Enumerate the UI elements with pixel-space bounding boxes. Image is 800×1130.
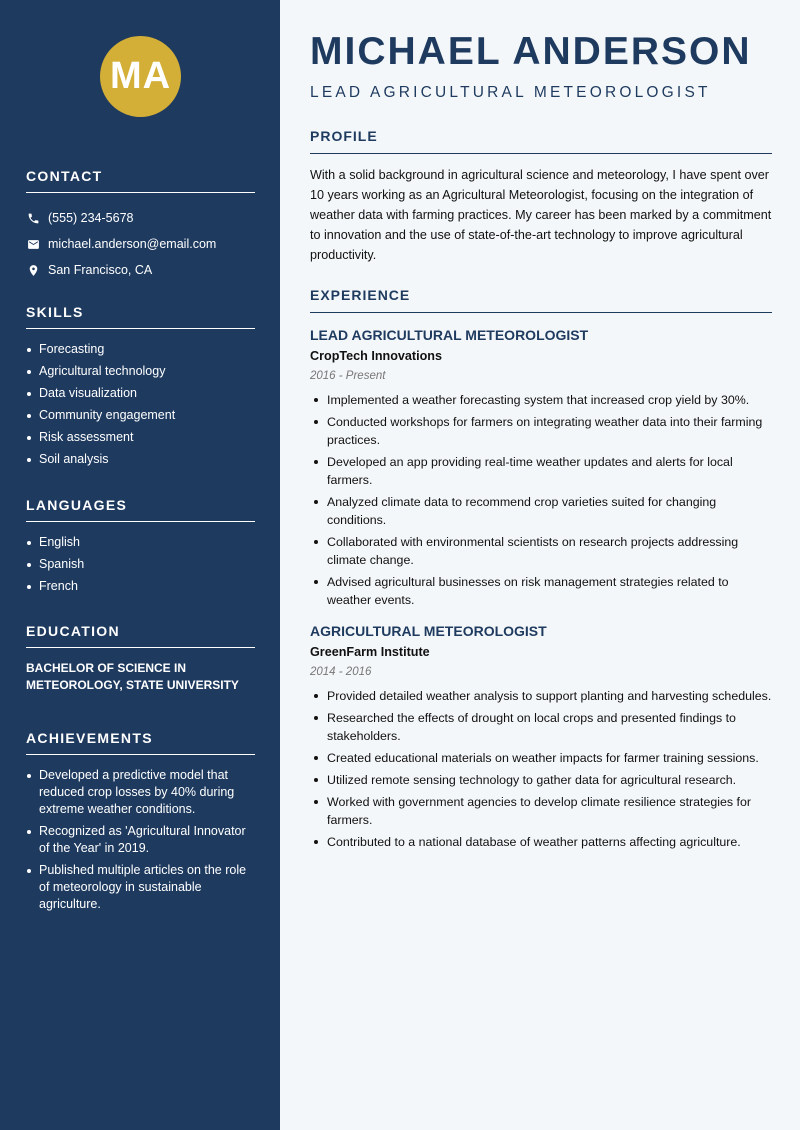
list-item: Developed a predictive model that reduced crop losses by 40% during extreme weather conditions. [26, 767, 255, 818]
page-title: MICHAEL ANDERSON [310, 30, 752, 73]
contact-section [26, 168, 255, 283]
list-item: Recognized as 'Agricultural Innovator of the Year' in 2019. [26, 823, 255, 857]
job-title: LEAD AGRICULTURAL METEOROLOGIST [310, 327, 589, 343]
list-item: Utilized remote sensing technology to gather data for agricultural research. [310, 771, 772, 789]
list-item: Conducted workshops for farmers on integrating weather data into their farming practices. [310, 413, 772, 449]
experience-section [310, 287, 772, 855]
job-bullets [310, 687, 772, 851]
contact-phone [26, 205, 255, 231]
list-item: Data visualization [26, 385, 255, 402]
location-pin-icon [26, 263, 40, 277]
contact-email-text[interactable]: michael.anderson@email.com [48, 237, 217, 251]
list-item: Published multiple articles on the role of meteorology in sustainable agriculture. [26, 862, 255, 913]
list-item: Provided detailed weather analysis to support planting and harvesting schedules. [310, 687, 772, 705]
list-item: Forecasting [26, 341, 255, 358]
avatar: MA [100, 36, 181, 117]
profile-section [310, 128, 772, 265]
languages-list [26, 534, 255, 595]
list-item: French [26, 578, 255, 595]
list-item: Agricultural technology [26, 363, 255, 380]
achievements-heading: ACHIEVEMENTS [26, 730, 255, 755]
list-item: Contributed to a national database of weather patterns affecting agriculture. [310, 833, 772, 851]
job-role-subtitle: LEAD AGRICULTURAL METEOROLOGIST [310, 84, 711, 101]
job-entry [310, 327, 772, 609]
list-item: Spanish [26, 556, 255, 573]
education-section [26, 623, 255, 694]
job-dates: 2014 - 2016 [310, 666, 372, 678]
contact-email [26, 231, 255, 257]
skills-list [26, 341, 255, 468]
contact-location [26, 257, 255, 283]
list-item: Implemented a weather forecasting system that increased crop yield by 30%. [310, 391, 772, 409]
phone-icon [26, 211, 40, 225]
list-item: Advised agricultural businesses on risk management strategies related to weather events. [310, 573, 772, 609]
job-entry [310, 623, 772, 851]
list-item: Collaborated with environmental scientists on research projects addressing climate change. [310, 533, 772, 569]
contact-phone-text[interactable]: (555) 234-5678 [48, 211, 134, 225]
list-item: Analyzed climate data to recommend crop varieties suited for changing conditions. [310, 493, 772, 529]
skills-section [26, 304, 255, 473]
languages-section [26, 497, 255, 600]
list-item: Created educational materials on weather impacts for farmer training sessions. [310, 749, 772, 767]
list-item: English [26, 534, 255, 551]
skills-heading: SKILLS [26, 304, 255, 329]
list-item: Worked with government agencies to develop climate resilience strategies for farmers. [310, 793, 772, 829]
sidebar [0, 0, 280, 1130]
company-name: CropTech Innovations [310, 349, 443, 363]
profile-heading: PROFILE [310, 128, 772, 154]
list-item: Researched the effects of drought on local crops and presented findings to stakeholders. [310, 709, 772, 745]
list-item: Risk assessment [26, 429, 255, 446]
profile-text: With a solid background in agricultural science and meteorology, I have spent over 10 years working as an Agricultural Meteorologist, focusing on the integration of weather data with farming practices. My career has been marked by a commitment to innovation and the use of state-of-the-art technology to improve agricultural productivity. [310, 168, 772, 262]
list-item: Community engagement [26, 407, 255, 424]
experience-heading: EXPERIENCE [310, 287, 772, 313]
list-item: Soil analysis [26, 451, 255, 468]
contact-location-text: San Francisco, CA [48, 263, 153, 277]
job-title: AGRICULTURAL METEOROLOGIST [310, 623, 547, 639]
job-bullets [310, 391, 772, 609]
achievements-section [26, 730, 255, 918]
list-item: Developed an app providing real-time weather updates and alerts for local farmers. [310, 453, 772, 489]
email-icon [26, 237, 40, 251]
languages-heading: LANGUAGES [26, 497, 255, 522]
education-heading: EDUCATION [26, 623, 255, 648]
contact-heading: CONTACT [26, 168, 255, 193]
job-dates: 2016 - Present [310, 370, 386, 382]
education-degree: BACHELOR OF SCIENCE IN METEOROLOGY, STATE UNIVERSITY [26, 661, 239, 692]
company-name: GreenFarm Institute [310, 645, 430, 659]
achievements-list [26, 767, 255, 913]
